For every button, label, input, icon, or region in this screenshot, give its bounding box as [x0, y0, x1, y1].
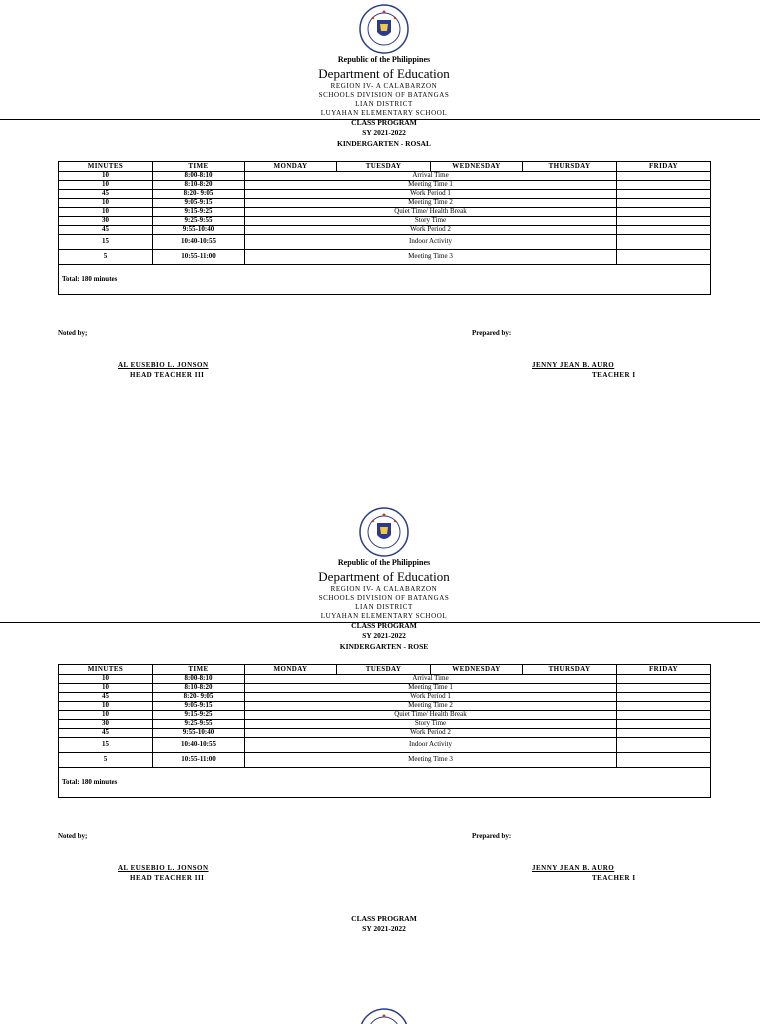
district-text: LIAN DISTRICT [355, 100, 413, 108]
column-header: FRIDAY [617, 665, 711, 675]
time-cell: 9:05-9:15 [153, 199, 245, 208]
column-header: MONDAY [245, 665, 337, 675]
column-header: TIME [153, 162, 245, 172]
total-cell: Total: 180 minutes [59, 265, 711, 295]
activity-cell: Meeting Time 1 [245, 181, 617, 190]
table-row [59, 250, 711, 265]
activity-cell: Meeting Time 3 [245, 753, 617, 768]
minutes-cell: 5 [59, 753, 153, 768]
table-row [59, 711, 711, 720]
minutes-cell: 10 [59, 684, 153, 693]
table-row [59, 753, 711, 768]
minutes-cell: 45 [59, 226, 153, 235]
noted-title: HEAD TEACHER III [130, 371, 205, 379]
table-row [59, 693, 711, 702]
friday-cell [617, 702, 711, 711]
program-title: CLASS PROGRAM [351, 118, 417, 127]
column-header: THURSDAY [523, 665, 617, 675]
time-cell: 8:00-8:10 [153, 675, 245, 684]
division-text: SCHOOLS DIVISION OF BATANGAS [318, 594, 450, 602]
table-header-row [59, 162, 711, 172]
noted-by-label: Noted by; [58, 832, 88, 840]
prepared-title: TEACHER I [592, 874, 636, 882]
time-cell: 8:20- 9:05 [153, 693, 245, 702]
school-year: SY 2021-2022 [362, 128, 406, 137]
total-row [59, 768, 711, 798]
prepared-name: JENNY JEAN B. AURO [532, 361, 615, 369]
time-cell: 9:15-9:25 [153, 711, 245, 720]
activity-cell: Work Period 1 [245, 190, 617, 199]
column-header: MINUTES [59, 162, 153, 172]
minutes-cell: 30 [59, 217, 153, 226]
activity-cell: Indoor Activity [245, 235, 617, 250]
column-header: MINUTES [59, 665, 153, 675]
time-cell: 9:25-9:55 [153, 720, 245, 729]
minutes-cell: 15 [59, 738, 153, 753]
time-cell: 9:15-9:25 [153, 208, 245, 217]
partial-seal [359, 1008, 409, 1024]
minutes-cell: 15 [59, 235, 153, 250]
column-header: TUESDAY [337, 665, 431, 675]
friday-cell [617, 226, 711, 235]
table-row [59, 199, 711, 208]
district-text: LIAN DISTRICT [355, 603, 413, 611]
column-header: WEDNESDAY [431, 665, 523, 675]
column-header: TIME [153, 665, 245, 675]
minutes-cell: 10 [59, 172, 153, 181]
total-cell: Total: 180 minutes [59, 768, 711, 798]
minutes-cell: 10 [59, 208, 153, 217]
prepared-by-label: Prepared by: [472, 832, 512, 840]
table-row [59, 684, 711, 693]
prepared-by-label: Prepared by: [472, 329, 512, 337]
table-row [59, 217, 711, 226]
friday-cell [617, 181, 711, 190]
minutes-cell: 10 [59, 199, 153, 208]
friday-cell [617, 217, 711, 226]
friday-cell [617, 199, 711, 208]
minutes-cell: 10 [59, 702, 153, 711]
activity-cell: Work Period 2 [245, 729, 617, 738]
time-cell: 9:55-10:40 [153, 226, 245, 235]
friday-cell [617, 675, 711, 684]
time-cell: 9:25-9:55 [153, 217, 245, 226]
republic-text: Republic of the Philippines [337, 55, 431, 64]
table-row [59, 190, 711, 199]
class-program-page-1 [0, 0, 768, 500]
table-row [59, 738, 711, 753]
table-row [59, 172, 711, 181]
table-row [59, 181, 711, 190]
friday-cell [617, 172, 711, 181]
activity-cell: Meeting Time 1 [245, 684, 617, 693]
table-row [59, 235, 711, 250]
time-cell: 10:40-10:55 [153, 235, 245, 250]
noted-name: AL EUSEBIO L. JONSON [118, 864, 209, 872]
schedule-table [58, 664, 711, 798]
column-header: FRIDAY [617, 162, 711, 172]
friday-cell [617, 729, 711, 738]
table-row [59, 729, 711, 738]
time-cell: 10:40-10:55 [153, 738, 245, 753]
table-row [59, 720, 711, 729]
activity-cell: Meeting Time 2 [245, 199, 617, 208]
time-cell: 8:00-8:10 [153, 172, 245, 181]
minutes-cell: 45 [59, 693, 153, 702]
time-cell: 9:05-9:15 [153, 702, 245, 711]
table-header-row [59, 665, 711, 675]
table-row [59, 702, 711, 711]
region-text: REGION IV- A CALABARZON [330, 585, 438, 593]
department-title: Department of Education [318, 66, 450, 81]
next-school-year: SY 2021-2022 [362, 924, 406, 933]
noted-name: AL EUSEBIO L. JONSON [118, 361, 209, 369]
minutes-cell: 5 [59, 250, 153, 265]
activity-cell: Work Period 1 [245, 693, 617, 702]
noted-by-label: Noted by; [58, 329, 88, 337]
division-text: SCHOOLS DIVISION OF BATANGAS [318, 91, 450, 99]
minutes-cell: 10 [59, 181, 153, 190]
activity-cell: Quiet Time/ Health Break [245, 711, 617, 720]
activity-cell: Quiet Time/ Health Break [245, 208, 617, 217]
friday-cell [617, 190, 711, 199]
noted-title: HEAD TEACHER III [130, 874, 205, 882]
table-row [59, 226, 711, 235]
activity-cell: Story Time [245, 217, 617, 226]
time-cell: 8:20- 9:05 [153, 190, 245, 199]
activity-cell: Indoor Activity [245, 738, 617, 753]
friday-cell [617, 250, 711, 265]
column-header: MONDAY [245, 162, 337, 172]
time-cell: 10:55-11:00 [153, 753, 245, 768]
time-cell: 10:55-11:00 [153, 250, 245, 265]
activity-cell: Arrival Time [245, 675, 617, 684]
time-cell: 8:10-8:20 [153, 684, 245, 693]
activity-cell: Work Period 2 [245, 226, 617, 235]
school-text: LUYAHAN ELEMENTARY SCHOOL [320, 109, 448, 117]
minutes-cell: 10 [59, 711, 153, 720]
prepared-title: TEACHER I [592, 371, 636, 379]
total-row [59, 265, 711, 295]
table-row [59, 208, 711, 217]
minutes-cell: 30 [59, 720, 153, 729]
column-header: TUESDAY [337, 162, 431, 172]
school-text: LUYAHAN ELEMENTARY SCHOOL [320, 612, 448, 620]
friday-cell [617, 208, 711, 217]
friday-cell [617, 235, 711, 250]
department-title: Department of Education [318, 569, 450, 584]
column-header: WEDNESDAY [431, 162, 523, 172]
column-header: THURSDAY [523, 162, 617, 172]
program-title: CLASS PROGRAM [351, 621, 417, 630]
section-name: KINDERGARTEN - ROSE [339, 642, 429, 651]
time-cell: 8:10-8:20 [153, 181, 245, 190]
activity-cell: Meeting Time 3 [245, 250, 617, 265]
friday-cell [617, 684, 711, 693]
prepared-name: JENNY JEAN B. AURO [532, 864, 615, 872]
minutes-cell: 10 [59, 675, 153, 684]
schedule-table [58, 161, 711, 295]
activity-cell: Meeting Time 2 [245, 702, 617, 711]
activity-cell: Arrival Time [245, 172, 617, 181]
minutes-cell: 45 [59, 729, 153, 738]
republic-text: Republic of the Philippines [337, 558, 431, 567]
table-row [59, 675, 711, 684]
friday-cell [617, 753, 711, 768]
time-cell: 9:55-10:40 [153, 729, 245, 738]
school-year: SY 2021-2022 [362, 631, 406, 640]
minutes-cell: 45 [59, 190, 153, 199]
deped-seal-icon [359, 1008, 409, 1024]
deped-seal-icon [359, 4, 409, 54]
friday-cell [617, 693, 711, 702]
deped-seal-icon [359, 507, 409, 557]
activity-cell: Story Time [245, 720, 617, 729]
friday-cell [617, 711, 711, 720]
friday-cell [617, 738, 711, 753]
friday-cell [617, 720, 711, 729]
next-program-title: CLASS PROGRAM [351, 914, 417, 923]
region-text: REGION IV- A CALABARZON [330, 82, 438, 90]
section-name: KINDERGARTEN - ROSAL [337, 139, 431, 148]
